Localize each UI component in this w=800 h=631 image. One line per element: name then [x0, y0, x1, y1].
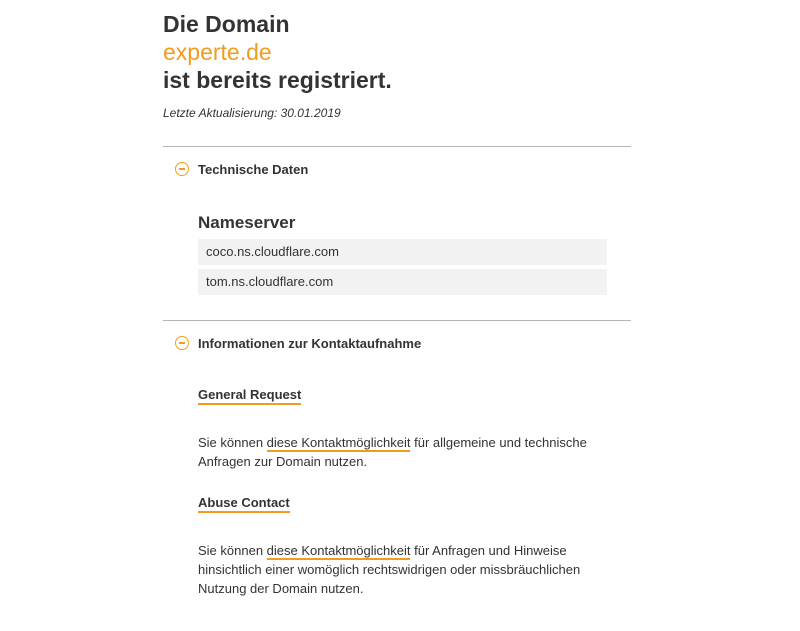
contact-body: [163, 365, 631, 598]
technical-data-heading: Technische Daten: [198, 161, 309, 177]
general-request-text: [198, 433, 631, 471]
abuse-text-before: Sie können: [198, 543, 267, 558]
technical-data-section: [163, 146, 631, 320]
general-contact-link[interactable]: diese Kontaktmöglichkeit: [266, 435, 411, 450]
abuse-text-after: für Anfragen und Hinweise hinsichtlich einer womöglich rechtswidrigen oder missbräuchlichen Nutzung der Domain nutzen.: [198, 543, 581, 596]
general-request-link[interactable]: General Request: [198, 387, 301, 405]
technical-data-body: [163, 213, 631, 320]
heading-line-1: Die Domain: [163, 11, 290, 37]
technical-data-toggle[interactable]: [163, 147, 631, 191]
abuse-contact-text: [198, 541, 631, 598]
minus-circle-icon: [175, 162, 189, 176]
domain-name: experte.de: [163, 39, 272, 65]
abuse-contact-link[interactable]: Abuse Contact: [198, 495, 290, 513]
nameserver-title: Nameserver: [198, 213, 296, 232]
general-text-before: Sie können: [198, 435, 267, 450]
last-updated: Letzte Aktualisierung: 30.01.2019: [163, 106, 341, 120]
nameserver-row: coco.ns.cloudflare.com: [198, 239, 607, 265]
heading-line-3: ist bereits registriert.: [163, 67, 392, 93]
nameserver-row: tom.ns.cloudflare.com: [198, 269, 607, 295]
general-text-after: für allgemeine und technische Anfragen zur Domain nutzen.: [198, 435, 587, 469]
abuse-contact-inline-link[interactable]: diese Kontaktmöglichkeit: [266, 543, 411, 558]
domain-result: [163, 10, 631, 598]
contact-toggle[interactable]: [163, 321, 631, 365]
contact-heading: Informationen zur Kontaktaufnahme: [198, 335, 422, 351]
minus-circle-icon: [175, 336, 189, 350]
contact-section: [163, 320, 631, 598]
